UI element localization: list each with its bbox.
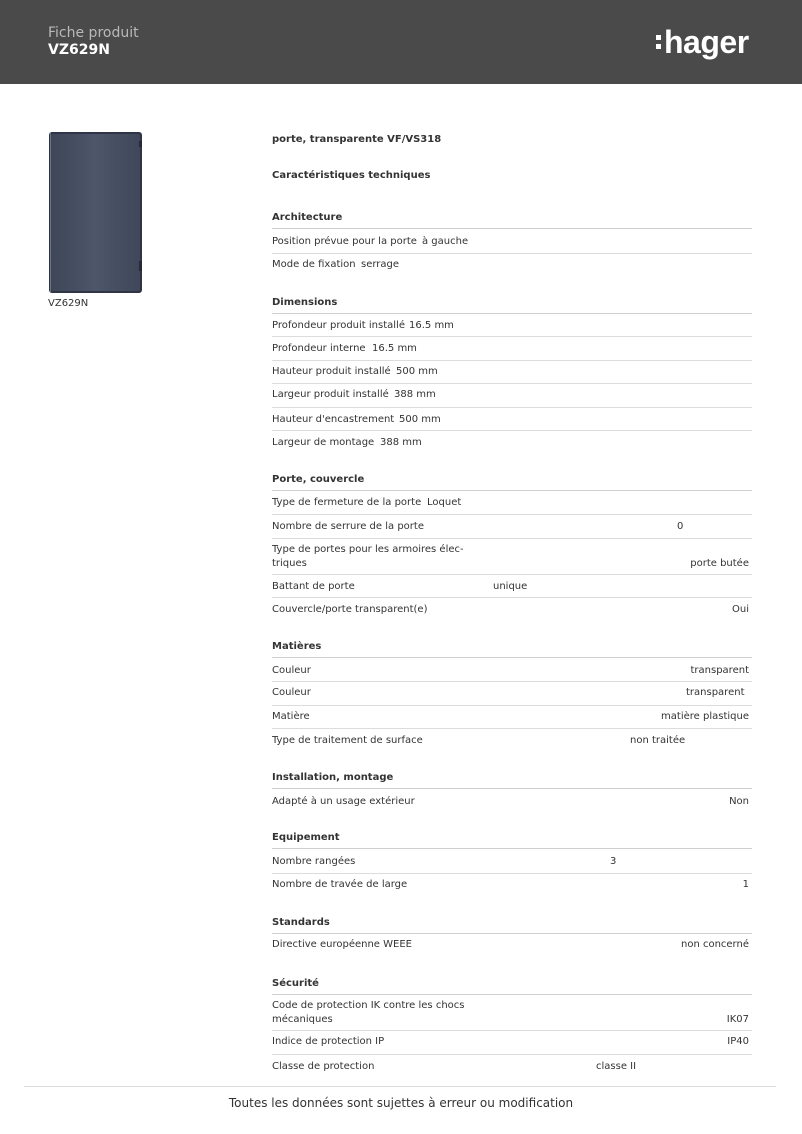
spec-label: Largeur produit installé [272, 389, 389, 400]
spec-label: Type de fermeture de la porte [272, 497, 422, 508]
spec-value: à gauche [422, 236, 469, 247]
spec-row [272, 361, 752, 384]
spec-row [272, 1031, 752, 1055]
spec-row [272, 491, 752, 515]
spec-value: non traitée [630, 735, 686, 746]
spec-value: 16.5 mm [409, 320, 454, 331]
spec-row [272, 850, 752, 874]
hager-logo [656, 22, 749, 62]
spec-value: classe II [596, 1061, 637, 1072]
spec-label: Position prévue pour la porte [272, 236, 417, 247]
spec-label: Largeur de montage [272, 437, 375, 448]
spec-value: non concerné [680, 939, 749, 950]
footer-divider [24, 1086, 776, 1087]
spec-value: 16.5 mm [372, 343, 417, 354]
spec-row [272, 934, 752, 958]
section-porte-couvercle: Porte, couvercle [272, 474, 752, 491]
spec-label: Directive européenne WEEE [272, 939, 412, 950]
spec-label: Couleur [272, 665, 311, 676]
spec-value: IK07 [726, 1014, 749, 1025]
spec-label: Code de protection IK contre les chocs [272, 1000, 465, 1011]
header-product-code: VZ629N [48, 42, 110, 58]
spec-value: transparent [686, 687, 745, 698]
spec-row [272, 384, 752, 408]
spec-value: unique [493, 581, 528, 592]
spec-row [272, 682, 752, 706]
spec-row [272, 575, 752, 598]
spec-row [272, 598, 752, 622]
page-header [0, 0, 802, 84]
spec-row [272, 515, 752, 539]
spec-label: Adapté à un usage extérieur [272, 796, 415, 807]
spec-label: Type de portes pour les armoires élec- [272, 544, 464, 555]
spec-row [272, 408, 752, 431]
spec-label: Hauteur produit installé [272, 366, 391, 377]
spec-value: 1 [742, 879, 749, 890]
section-equipement: Equipement [272, 832, 752, 849]
spec-value: Oui [732, 604, 749, 615]
spec-label-continued: mécaniques [272, 1014, 333, 1025]
spec-value: 0 [677, 521, 684, 532]
spec-row [272, 659, 752, 682]
spec-row [272, 431, 752, 455]
spec-value: 500 mm [396, 366, 438, 377]
spec-value: 500 mm [399, 414, 441, 425]
spec-label: Indice de protection IP [272, 1036, 385, 1047]
spec-label: Nombre de travée de large [272, 879, 408, 890]
spec-row [272, 995, 752, 1031]
section-installation: Installation, montage [272, 772, 752, 789]
product-title: porte, transparente VF/VS318 [272, 134, 442, 145]
spec-label: Hauteur d'encastrement [272, 414, 395, 425]
section-matieres: Matières [272, 641, 752, 658]
spec-label-continued: triques [272, 558, 307, 569]
image-caption: VZ629N [48, 298, 89, 309]
spec-value: IP40 [727, 1036, 749, 1047]
product-image [48, 131, 143, 294]
footer-disclaimer: Toutes les données sont sujettes à erreur ou modification [228, 1096, 574, 1110]
spec-row [272, 230, 752, 254]
spec-value: 388 mm [380, 437, 422, 448]
spec-value: matière plastique [661, 711, 749, 722]
spec-row [272, 337, 752, 361]
spec-label: Classe de protection [272, 1061, 375, 1072]
spec-value: porte butée [690, 558, 749, 569]
section-label: Caractéristiques techniques [272, 170, 431, 181]
spec-label: Type de traitement de surface [272, 735, 423, 746]
spec-value: 388 mm [394, 389, 436, 400]
spec-label: Profondeur interne [272, 343, 366, 354]
spec-label: Profondeur produit installé [272, 320, 405, 331]
header-subtitle: Fiche produit [48, 25, 139, 41]
spec-label: Couvercle/porte transparent(e) [272, 604, 428, 615]
spec-row [272, 539, 752, 575]
spec-value: transparent [690, 665, 749, 676]
spec-label: Battant de porte [272, 581, 355, 592]
section-standards: Standards [272, 917, 752, 934]
spec-value: 3 [610, 856, 617, 867]
spec-value: Non [729, 796, 749, 807]
logo-text: hager [664, 23, 749, 60]
spec-value: serrage [361, 259, 400, 270]
spec-value: Loquet [427, 497, 462, 508]
section-securite: Sécurité [272, 978, 752, 995]
spec-row [272, 874, 752, 898]
spec-label: Nombre de serrure de la porte [272, 521, 424, 532]
spec-row [272, 790, 752, 814]
section-dimensions: Dimensions [272, 297, 752, 314]
spec-row [272, 729, 752, 753]
spec-row [272, 254, 752, 278]
spec-label: Matière [272, 711, 310, 722]
logo-dots-icon [656, 35, 661, 49]
section-architecture: Architecture [272, 212, 752, 229]
spec-label: Mode de fixation [272, 259, 356, 270]
spec-row [272, 706, 752, 729]
spec-label: Nombre rangées [272, 856, 356, 867]
spec-row [272, 314, 752, 337]
spec-row [272, 1055, 752, 1079]
spec-label: Couleur [272, 687, 311, 698]
